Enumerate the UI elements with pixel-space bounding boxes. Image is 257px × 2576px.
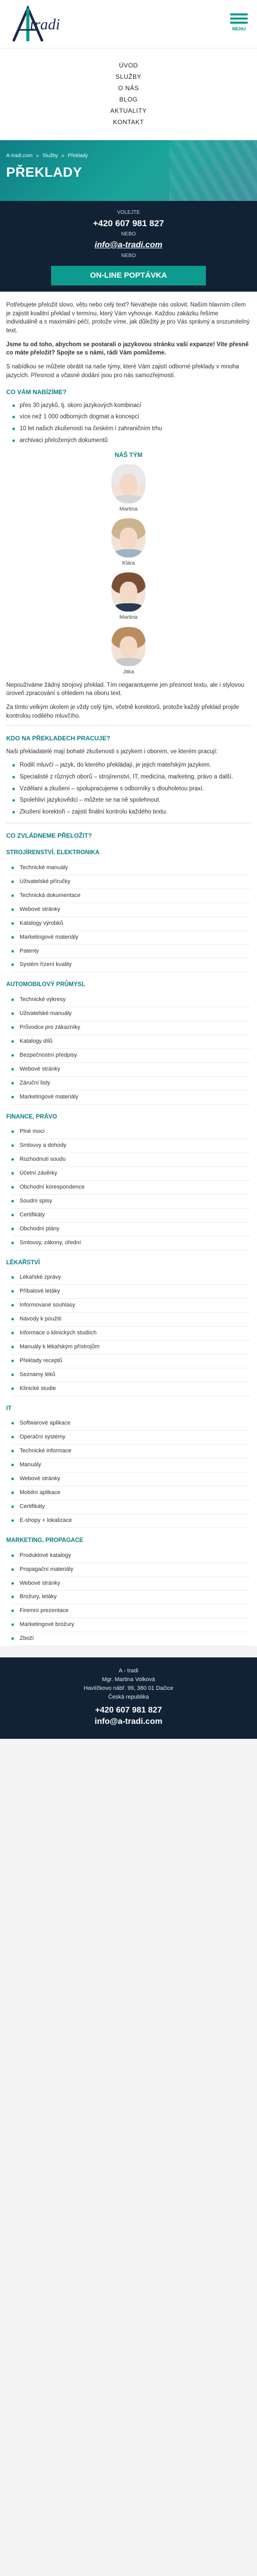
list-item: Překlady receptů: [11, 1354, 251, 1368]
list-item: Smlouvy a dohody: [11, 1139, 251, 1153]
nav-item-o-nas[interactable]: O NÁS: [118, 84, 139, 92]
list-item: Mobilní aplikace: [11, 1486, 251, 1500]
category-heading: FINANCE, PRÁVO: [6, 1113, 57, 1120]
nav-item-kontakt[interactable]: KONTAKT: [113, 118, 144, 126]
list-item: Katalogy výrobků: [11, 917, 251, 931]
team-paragraph: Nepoužíváme žádný strojový překlad. Tím negarantujeme jen přesnost textu, ale i stylovou úroveň zpracování s ohledem na oboru text.: [6, 682, 245, 697]
intro-paragraph-bold: Jsme tu od toho, abychom se postarali o jazykovou stránku vaší expanze! Víte přesně co máte přeložit? Spojte se s námi, rádi Vám pomůžeme.: [6, 341, 249, 357]
avatar-face: [120, 636, 137, 658]
avatar: [111, 464, 146, 503]
category-heading: AUTOMOBILOVÝ PRŮMYSL: [6, 981, 86, 988]
brand-name: tradi: [30, 16, 60, 33]
contact-email[interactable]: info@a-tradi.com: [94, 241, 163, 249]
list-item: Certifikáty: [11, 1209, 251, 1223]
contact-box: [0, 201, 257, 292]
avatar: [111, 518, 146, 557]
list-item: přes 30 jazyků, tj. skoro jazykových kombinací: [12, 401, 251, 410]
team-member-name: Klára: [122, 560, 135, 567]
menu-bar-icon: [230, 22, 248, 24]
list-item: Soudní spisy: [11, 1195, 251, 1209]
list-item: Průvodce pro zákazníky: [11, 1021, 251, 1035]
what-heading: CO ZVLÁDNEME PŘELOŽIT?: [6, 832, 92, 839]
page-title: PŘEKLADY: [6, 164, 83, 180]
list-item: Návody k použití: [11, 1313, 251, 1327]
nav-item-uvod[interactable]: ÚVOD: [119, 62, 138, 69]
intro-paragraph: Potřebujete přeložit slovo, větu nebo celý text? Neváhejte nás oslovit. Naším hlavním cílem je zajistit kvalitní překlad v termínu, který Vám vyhovuje. Každou zakázku řešíme individuálně a s maximální péčí, protože víme, jak důležitý je pro Vás správný a srozumitelný text.: [6, 302, 250, 334]
list-item: Informované souhlasy: [11, 1299, 251, 1313]
who-heading: KDO NA PŘEKLADECH PRACUJE?: [6, 735, 110, 742]
list-item: Bezpečnostní předpisy: [11, 1049, 251, 1063]
list-item: E-shopy + lokalizace: [11, 1514, 251, 1528]
list-item: Marketingové materiály: [11, 931, 251, 945]
list-item: Informace o klinických studiích: [11, 1327, 251, 1341]
contact-phone[interactable]: +420 607 981 827: [93, 218, 164, 228]
category-items: [11, 1549, 251, 1647]
breadcrumb-home[interactable]: A-tradi.com: [6, 153, 33, 159]
team-member: [6, 627, 251, 676]
list-item: Patenty: [11, 945, 251, 959]
list-item: Manuály: [11, 1459, 251, 1472]
list-item: Webové stránky: [11, 1472, 251, 1486]
list-item: Spolehliví jazykovědci – můžete se na ně spolehnout.: [12, 796, 251, 805]
who-paragraph: Naši překladatelé mají bohaté zkušenosti s jazykem i oborem, ve kterém pracují:: [6, 748, 218, 755]
list-item: Technické informace: [11, 1445, 251, 1459]
nav-item-aktuality[interactable]: AKTUALITY: [110, 107, 147, 114]
avatar-body: [114, 658, 143, 666]
online-request-button[interactable]: ON-LINE POPTÁVKA: [51, 266, 206, 285]
menu-bar-icon: [230, 13, 248, 15]
team-member-name: Jitka: [123, 668, 134, 675]
list-item: archivaci přeložených dokumentů: [12, 436, 251, 445]
list-item: Lékařské zprávy: [11, 1271, 251, 1285]
category-items: [11, 993, 251, 1105]
list-item: Certifikáty: [11, 1500, 251, 1514]
offer-heading: CO VÁM NABÍZÍME?: [6, 388, 67, 396]
list-item: Technické výkresy: [11, 993, 251, 1007]
footer-email[interactable]: info@a-tradi.com: [94, 1717, 163, 1726]
list-item: Marketingové materiály: [11, 1091, 251, 1105]
category-heading: LÉKAŘSTVÍ: [6, 1259, 40, 1266]
who-list: [12, 761, 251, 816]
main-content: [0, 292, 257, 1646]
team-member: [6, 464, 251, 513]
team-member: [6, 518, 251, 567]
avatar: [111, 572, 146, 612]
category-list: [6, 849, 251, 1646]
list-item: Webové stránky: [11, 903, 251, 917]
divider: [6, 725, 251, 726]
avatar-face: [120, 582, 137, 603]
list-item: Specialisté z různých oborů – strojírenství, IT, medicína, marketing, právo a další.: [12, 773, 251, 782]
list-item: Uživatelské příručky: [11, 875, 251, 889]
avatar-body: [114, 495, 143, 503]
list-item: Zkušení korektoři – zajistí finální kontrolu každého textu.: [12, 808, 251, 817]
list-item: Plné moci: [11, 1125, 251, 1139]
list-item: 10 let našich zkušeností na českém i zahraničním trhu: [12, 425, 251, 433]
team-paragraph: Za tímto velkým úkolem je vždy celý tým, včetně korektorů, protože každý překlad projde kontrolou rodilého mluvčího.: [6, 704, 239, 719]
avatar-face: [120, 528, 137, 549]
contact-label-call: VOLEJTE: [117, 210, 140, 215]
team-heading: NÁŠ TÝM: [115, 451, 142, 459]
menu-button[interactable]: [230, 13, 248, 32]
list-item: Rodilí mluvčí – jazyk, do kterého překládají, je jejich mateřským jazykem.: [12, 761, 251, 770]
offer-list: [12, 401, 251, 445]
footer-address: Havlíčkovo nábř. 99, 380 01 Dačice: [84, 1685, 173, 1692]
footer-company: A - tradi: [119, 1668, 138, 1674]
list-item: Obchodní korespondence: [11, 1181, 251, 1195]
intro-paragraph: S nabídkou se můžete obrátit na naše týmy, které Vám zajistí odborné překlady v mnoha jazycích. Přesnost a včasné dodání jsou pro nás samozřejmostí.: [6, 364, 239, 379]
category-items: [11, 1271, 251, 1396]
list-item: Marketingové brožury: [11, 1618, 251, 1632]
site-header: [0, 0, 257, 48]
list-item: Webové stránky: [11, 1063, 251, 1077]
list-item: Příbalové letáky: [11, 1285, 251, 1299]
footer-country: Česká republika: [108, 1694, 149, 1701]
nav-item-sluzby[interactable]: SLUŽBY: [115, 73, 142, 80]
list-item: Firemní prezentace: [11, 1604, 251, 1618]
category-items: [11, 1417, 251, 1528]
list-item: Rozhodnutí soudu: [11, 1153, 251, 1167]
list-item: Obchodní plány: [11, 1223, 251, 1236]
hero-banner: [0, 140, 257, 201]
menu-label: MENU: [232, 26, 246, 31]
list-item: Účetní závěrky: [11, 1167, 251, 1181]
menu-bar-icon: [230, 18, 248, 20]
breadcrumb: [6, 152, 90, 160]
main-nav: [0, 48, 257, 140]
avatar-body: [114, 549, 143, 557]
category-heading: STROJÍRENSTVÍ, ELEKTRONIKA: [6, 850, 100, 856]
list-item: Technická dokumentace: [11, 889, 251, 903]
category-heading: IT: [6, 1405, 12, 1412]
list-item: Smlouvy, zákony, úřední: [11, 1236, 251, 1250]
list-item: Propagační materiály: [11, 1563, 251, 1577]
breadcrumb-separator: »: [36, 153, 39, 159]
avatar-body: [114, 603, 143, 612]
contact-label-or: NEBO: [121, 231, 136, 237]
list-item: Vzdělaní a zkušení – spolupracujeme s odborníky s dlouholetou praxí.: [12, 785, 251, 793]
list-item: více než 1 000 odborných dogmat a koncepcí: [12, 413, 251, 421]
list-item: Systém řízení kvality: [11, 958, 251, 972]
list-item: Brožury, letáky: [11, 1590, 251, 1604]
site-footer: [0, 1657, 257, 1739]
list-item: Operační systémy: [11, 1431, 251, 1445]
footer-phone[interactable]: +420 607 981 827: [95, 1706, 162, 1715]
breadcrumb-sluzby[interactable]: Služby: [42, 153, 58, 159]
breadcrumb-separator: »: [61, 153, 65, 159]
list-item: Záruční listy: [11, 1077, 251, 1091]
nav-item-blog[interactable]: BLOG: [119, 96, 138, 103]
list-item: Softwarové aplikace: [11, 1417, 251, 1431]
team-list: [6, 464, 251, 676]
list-item: Technické manuály: [11, 861, 251, 875]
footer-person: Mgr. Martina Volková: [102, 1676, 155, 1683]
list-item: Webové stránky: [11, 1577, 251, 1591]
list-item: Manuály k lékařským přístrojům: [11, 1341, 251, 1354]
contact-label-or-2: NEBO: [121, 253, 136, 259]
category-items: [11, 1125, 251, 1250]
list-item: Uživatelské manuály: [11, 1007, 251, 1021]
team-member-name: Martina: [119, 505, 138, 512]
list-item: Klinické studie: [11, 1382, 251, 1396]
team-member-name: Martina: [119, 614, 138, 621]
team-member: [6, 572, 251, 621]
list-item: Produktové katalogy: [11, 1549, 251, 1563]
category-items: [11, 861, 251, 973]
avatar: [111, 627, 146, 666]
breadcrumb-current: Překlady: [68, 153, 88, 159]
list-item: Seznamy léků: [11, 1368, 251, 1382]
avatar-face: [120, 473, 137, 495]
list-item: Katalogy dílů: [11, 1035, 251, 1049]
category-heading: MARKETING, PROPAGACE: [6, 1537, 84, 1544]
list-item: Zboží: [11, 1632, 251, 1646]
